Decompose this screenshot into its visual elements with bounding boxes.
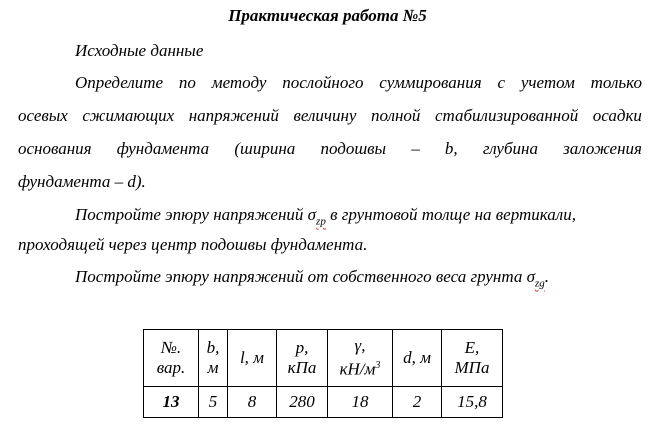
header-p: p, кПа [277,330,328,387]
word: – [411,139,420,158]
word: основания [18,139,92,158]
word: только [590,73,642,92]
header-b: b, м [199,330,228,387]
word: b, [444,139,458,158]
cell-e: 15,8 [442,387,503,418]
word: по [178,73,196,92]
word: стабилизированной [434,106,579,125]
cell-p: 280 [277,387,328,418]
word: величину [293,106,357,125]
word: с [497,73,506,92]
paragraph-1-line-4: фундамента – d). [18,172,146,191]
sigma-zg-subscript: zg [534,277,545,290]
table-row [144,387,503,418]
table-header-row [144,330,503,387]
word: методу [211,73,267,92]
header-var: №. вар. [144,330,199,387]
paragraph-1-line-2 [18,106,642,126]
paragraph-3: Постройте эпюру напряжений от собственного веса грунта $\sigma_{zg}$. [75,267,549,290]
word: заложения [563,139,642,158]
word: фундамента [116,139,210,158]
header-e: E, МПа [442,330,503,387]
cell-gamma: 18 [328,387,393,418]
word: осевых [18,106,68,125]
header-l: l, м [228,330,277,387]
word: сжимающих [82,106,175,125]
subtitle: Исходные данные [75,41,204,60]
header-d: d, м [393,330,442,387]
word: глубина [482,139,538,158]
cell-b: 5 [199,387,228,418]
paragraph-2-line-2: проходящей через центр подошвы фундамента. [18,235,368,254]
paragraph-1-line-3 [18,139,642,159]
cell-l: 8 [228,387,277,418]
data-table [143,329,503,418]
paragraph-1-line-1 [75,73,642,93]
header-gamma: γ, $кН/м^3$ [328,330,393,387]
paragraph-2-line-1: Постройте эпюру напряжений $\sigma_{zp}$ в грунтовой толще на вертикали, [75,205,576,228]
sigma-zp-subscript: zp [316,215,326,228]
word: послойного [282,73,364,92]
word: осадки [592,106,642,125]
cell-var: 13 [144,387,199,418]
word: учетом [520,73,575,92]
cell-d: 2 [393,387,442,418]
word: полной [371,106,421,125]
word: напряжений [188,106,279,125]
word: суммирования [379,73,482,92]
word: подошвы [320,139,387,158]
word: (ширина [234,139,296,158]
page-title: Практическая работа №5 [228,6,427,25]
word: Определите [75,73,164,92]
